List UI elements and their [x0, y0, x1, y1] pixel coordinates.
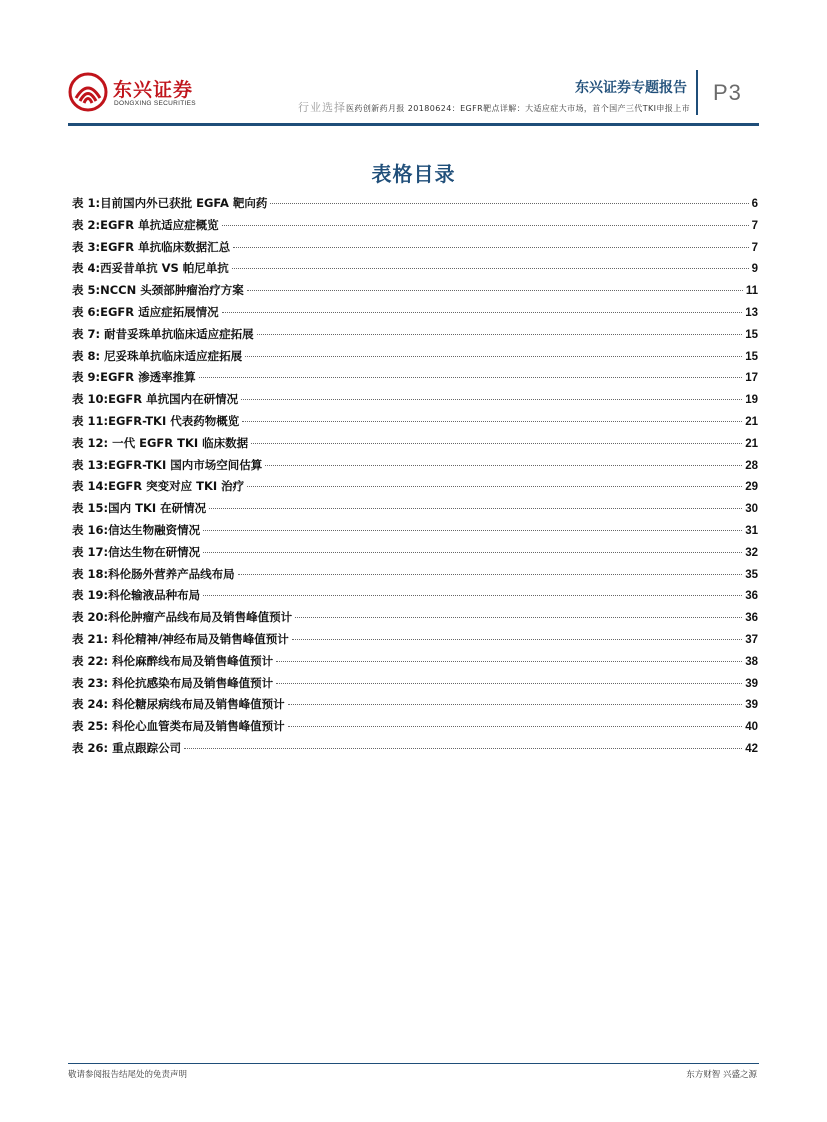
dot-leader	[203, 530, 742, 531]
toc-entry[interactable]	[72, 326, 758, 348]
table-of-tables	[72, 195, 758, 762]
toc-entry-page: 7	[751, 219, 758, 232]
dot-leader	[232, 268, 749, 269]
toc-entry[interactable]	[72, 522, 758, 544]
toc-entry-page: 36	[745, 590, 758, 603]
toc-entry[interactable]	[72, 740, 758, 762]
toc-entry-page: 40	[745, 721, 758, 734]
toc-entry-page: 6	[751, 198, 758, 210]
toc-entry[interactable]	[72, 609, 758, 631]
toc-entry[interactable]	[72, 217, 758, 239]
toc-entry-label: 表 19:科伦输液品种布局	[72, 588, 201, 603]
header-divider	[696, 70, 698, 115]
toc-entry-label: 表 12: 一代 EGFR TKI 临床数据	[72, 435, 249, 450]
disclaimer-note: 敬请参阅报告结尾处的免责声明	[68, 1070, 188, 1080]
toc-entry-label: 表 4:西妥昔单抗 VS 帕尼单抗	[72, 261, 229, 276]
toc-entry-page: 15	[745, 350, 758, 363]
toc-entry[interactable]	[72, 653, 758, 675]
dot-leader	[203, 595, 742, 596]
toc-entry-label: 表 15:国内 TKI 在研情况	[72, 501, 207, 516]
dot-leader	[238, 574, 743, 575]
toc-entry[interactable]	[72, 195, 758, 217]
dot-leader	[270, 203, 748, 204]
toc-entry-page: 36	[745, 612, 758, 625]
toc-entry-page: 17	[745, 372, 758, 385]
dot-leader	[292, 639, 742, 640]
dot-leader	[209, 508, 742, 509]
toc-entry[interactable]	[72, 566, 758, 588]
dot-leader	[265, 465, 742, 466]
toc-entry-label: 表 17:信达生物在研情况	[72, 544, 201, 559]
toc-entry[interactable]	[72, 282, 758, 304]
toc-entry-label: 表 7: 耐昔妥珠单抗临床适应症拓展	[72, 326, 254, 341]
header-rule	[68, 123, 759, 126]
dot-leader	[233, 247, 748, 248]
dot-leader	[288, 704, 743, 705]
logo-chinese-name: 东兴证券	[113, 79, 194, 101]
dot-leader	[257, 334, 743, 335]
toc-entry-label: 表 3:EGFR 单抗临床数据汇总	[72, 239, 231, 254]
toc-entry-label: 表 20:科伦肿瘤产品线布局及销售峰值预计	[72, 610, 293, 625]
company-logo-icon	[68, 72, 108, 112]
dot-leader	[241, 399, 742, 400]
page-number: P3	[713, 80, 742, 105]
toc-entry-label: 表 2:EGFR 单抗适应症概览	[72, 217, 219, 232]
toc-entry[interactable]	[72, 544, 758, 566]
dot-leader	[245, 356, 742, 357]
toc-entry-label: 表 5:NCCN 头颈部肿瘤治疗方案	[72, 283, 244, 298]
toc-entry-page: 39	[745, 699, 758, 712]
dot-leader	[222, 225, 749, 226]
toc-entry-page: 29	[745, 481, 758, 494]
toc-title: 表格目录	[371, 162, 456, 186]
logo-english-name: DONGXING SECURITIES	[114, 100, 196, 107]
toc-entry-label: 表 18:科伦肠外营养产品线布局	[72, 566, 235, 581]
toc-entry[interactable]	[72, 631, 758, 653]
toc-entry-label: 表 26: 重点跟踪公司	[72, 740, 182, 755]
company-logo	[68, 72, 208, 112]
toc-entry[interactable]	[72, 391, 758, 413]
toc-entry-page: 38	[745, 655, 758, 668]
toc-entry-label: 表 11:EGFR-TKI 代表药物概览	[72, 413, 240, 428]
section-tag: 行业选择	[298, 101, 347, 114]
dot-leader	[247, 486, 742, 487]
toc-entry-page: 31	[745, 524, 758, 537]
report-series-name: 东兴证券专题报告	[575, 80, 687, 96]
dot-leader	[203, 552, 742, 553]
dot-leader	[242, 421, 742, 422]
toc-entry-page: 9	[751, 263, 758, 276]
toc-entry[interactable]	[72, 348, 758, 370]
toc-entry[interactable]	[72, 500, 758, 522]
toc-entry[interactable]	[72, 239, 758, 261]
dot-leader	[247, 290, 743, 291]
dot-leader	[276, 661, 742, 662]
report-title: 医药创新药月报 20180624：EGFR靶点详解：大适应症大市场，首个国产三代TKI申报上市	[346, 104, 690, 113]
toc-entry[interactable]	[72, 435, 758, 457]
toc-entry[interactable]	[72, 675, 758, 697]
toc-entry-label: 表 13:EGFR-TKI 国内市场空间估算	[72, 457, 263, 472]
dot-leader	[295, 617, 742, 618]
toc-entry[interactable]	[72, 260, 758, 282]
toc-entry[interactable]	[72, 696, 758, 718]
toc-entry[interactable]	[72, 457, 758, 479]
toc-entry-page: 42	[745, 742, 758, 755]
toc-entry-label: 表 23: 科伦抗感染布局及销售峰值预计	[72, 675, 274, 690]
toc-entry-label: 表 10:EGFR 单抗国内在研情况	[72, 392, 239, 407]
toc-entry-page: 21	[745, 437, 758, 450]
dot-leader	[199, 377, 743, 378]
toc-entry-page: 13	[745, 306, 758, 319]
toc-entry-page: 30	[745, 503, 758, 516]
toc-entry-page: 35	[745, 568, 758, 581]
toc-entry-page: 21	[745, 415, 758, 428]
toc-entry-page: 32	[745, 546, 758, 559]
toc-entry[interactable]	[72, 478, 758, 500]
footer-rule	[68, 1063, 759, 1064]
toc-entry[interactable]	[72, 304, 758, 326]
toc-entry[interactable]	[72, 587, 758, 609]
dot-leader	[251, 443, 742, 444]
toc-entry-page: 28	[745, 459, 758, 472]
toc-entry-label: 表 14:EGFR 突变对应 TKI 治疗	[72, 479, 245, 494]
toc-entry-label: 表 6:EGFR 适应症拓展情况	[72, 304, 219, 319]
report-subtitle	[250, 96, 690, 115]
dot-leader	[288, 726, 743, 727]
toc-entry-label: 表 16:信达生物融资情况	[72, 522, 201, 537]
toc-entry-label: 表 9:EGFR 渗透率推算	[72, 370, 196, 385]
toc-entry-page: 37	[745, 633, 758, 646]
dot-leader	[222, 312, 743, 313]
toc-entry-label: 表 22: 科伦麻醉线布局及销售峰值预计	[72, 653, 274, 668]
toc-entry-page: 19	[745, 394, 758, 407]
toc-entry[interactable]	[72, 413, 758, 435]
toc-entry-label: 表 21: 科伦精神/神经布局及销售峰值预计	[72, 631, 289, 646]
toc-entry-page: 39	[745, 677, 758, 690]
toc-entry-page: 11	[745, 285, 758, 298]
company-slogan: 东方财智 兴盛之源	[686, 1070, 757, 1080]
toc-entry[interactable]	[72, 369, 758, 391]
toc-entry-label: 表 24: 科伦糖尿病线布局及销售峰值预计	[72, 697, 285, 712]
toc-entry-label: 表 8: 尼妥珠单抗临床适应症拓展	[72, 348, 243, 363]
toc-entry-label: 表 25: 科伦心血管类布局及销售峰值预计	[72, 719, 285, 734]
toc-entry[interactable]	[72, 718, 758, 740]
dot-leader	[184, 748, 742, 749]
toc-entry-label: 表 1:目前国内外已获批 EGFA 靶向药	[72, 196, 268, 210]
toc-entry-page: 7	[751, 241, 758, 254]
dot-leader	[276, 683, 742, 684]
toc-entry-page: 15	[745, 328, 758, 341]
